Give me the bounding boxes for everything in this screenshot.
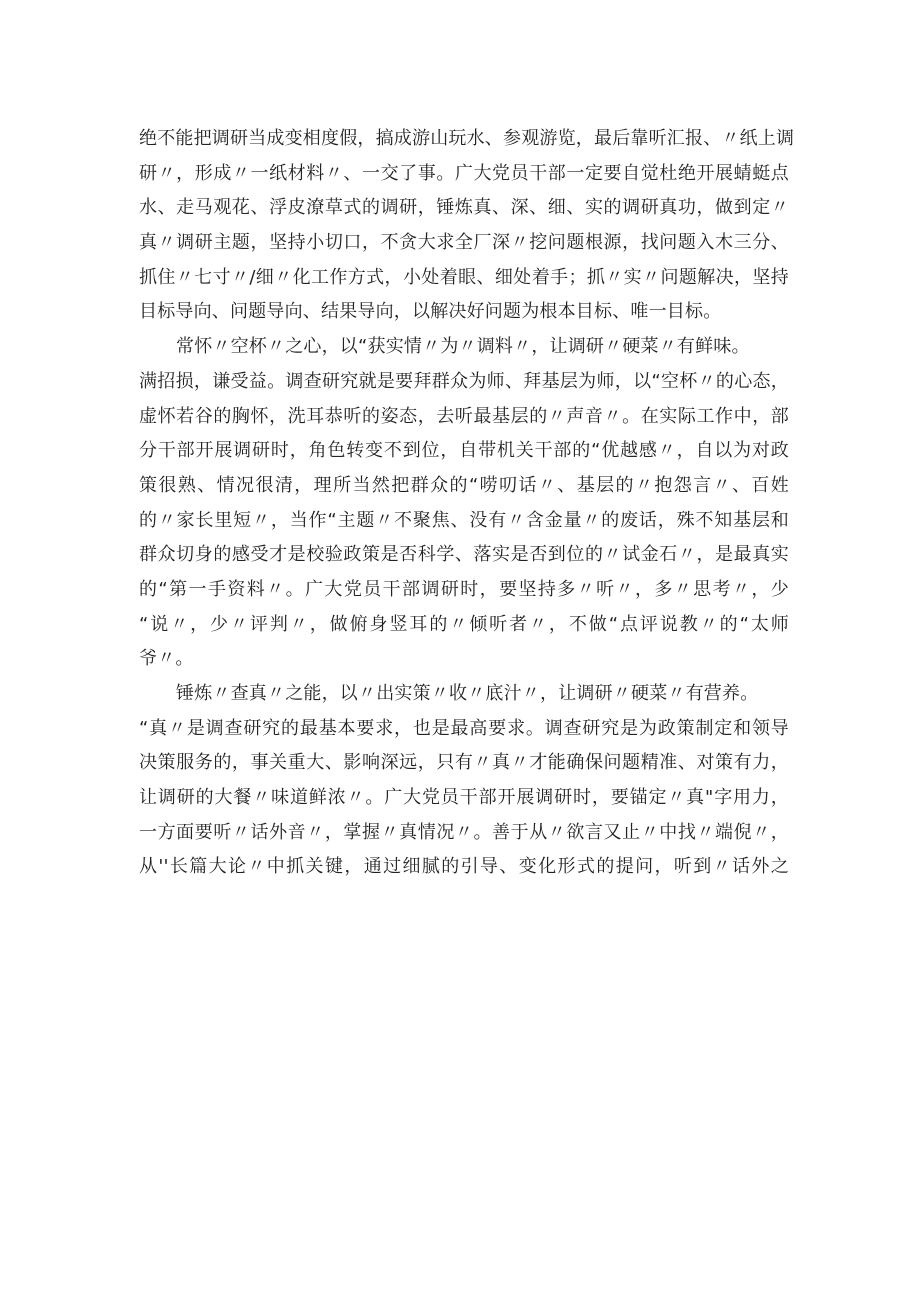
text-line: 决策服务的，事关重大、影响深远，只有〃真〃才能确保问题精准、对策有力， xyxy=(139,752,789,774)
text-line: 爷〃。 xyxy=(139,648,194,670)
text-line: “真〃是调查研究的最基本要求，也是最高要求。调查研究是为政策制定和领导 xyxy=(139,717,789,739)
text-line: 研〃，形成〃一纸材料〃、一交了事。广大党员干部一定要自觉杜绝开展蜻蜓点 xyxy=(139,162,789,184)
document-body xyxy=(139,122,795,885)
text-line: “说〃，少〃评判〃，做俯身竖耳的〃倾听者〃，不做“点评说教〃的“太师 xyxy=(139,613,789,635)
text-line: 从''长篇大论〃中抓关键，通过细腻的引导、变化形式的提问，听到〃话外之 xyxy=(139,856,789,878)
text-line: 分干部开展调研时，角色转变不到位，自带机关干部的“优越感〃，自以为对政 xyxy=(139,440,789,462)
text-line: 群众切身的感受才是校验政策是否科学、落实是否到位的〃试金石〃，是最真实 xyxy=(139,544,789,566)
text-line: 一方面要听〃话外音〃，掌握〃真情况〃。善于从〃欲言又止〃中找〃端倪〃， xyxy=(139,821,789,843)
text-line: 目标导向、问题导向、结果导向，以解决好问题为根本目标、唯一目标。 xyxy=(139,301,722,323)
text-line: 策很熟、情况很清，理所当然把群众的“唠叨话〃、基层的〃抱怨言〃、百姓 xyxy=(139,474,789,496)
text-line: 虚怀若谷的胸怀，洗耳恭听的姿态，去听最基层的〃声音〃。在实际工作中，部 xyxy=(139,405,789,427)
text-line: 的“第一手资料〃。广大党员干部调研时，要坚持多〃听〃，多〃思考〃，少 xyxy=(139,578,789,600)
text-line: 抓住〃七寸〃/细〃化工作方式，小处着眼、细处着手；抓〃实〃问题解决，坚持 xyxy=(139,266,789,288)
text-line: 的〃家长里短〃，当作“主题〃不聚焦、没有〃含金量〃的废话，殊不知基层和 xyxy=(139,509,789,531)
paragraph-heading-line: 锤炼〃查真〃之能，以〃出实策〃收〃底汁〃，让调研〃硬菜〃有营养。 xyxy=(176,683,759,704)
text-line: 绝不能把调研当成变相度假，搞成游山玩水、参观游览，最后靠听汇报、〃纸上调 xyxy=(139,128,795,149)
paragraph-heading-line: 常怀〃空杯〃之心，以“获实情〃为〃调料〃，让调研〃硬菜〃有鲜味。 xyxy=(176,336,750,358)
text-line: 满招损，谦受益。调查研究就是要拜群众为师、拜基层为师，以“空杯〃的心态， xyxy=(139,370,789,392)
text-line: 水、走马观花、浮皮潦草式的调研，锤炼真、深、细、实的调研真功，做到定〃 xyxy=(139,197,789,219)
text-line: 真〃调研主题，坚持小切口，不贪大求全厂深〃挖问题根源，找问题入木三分、 xyxy=(139,232,789,254)
text-line: 让调研的大餐〃味道鲜浓〃。广大党员干部开展调研时，要锚定〃真"字用力， xyxy=(139,787,789,809)
